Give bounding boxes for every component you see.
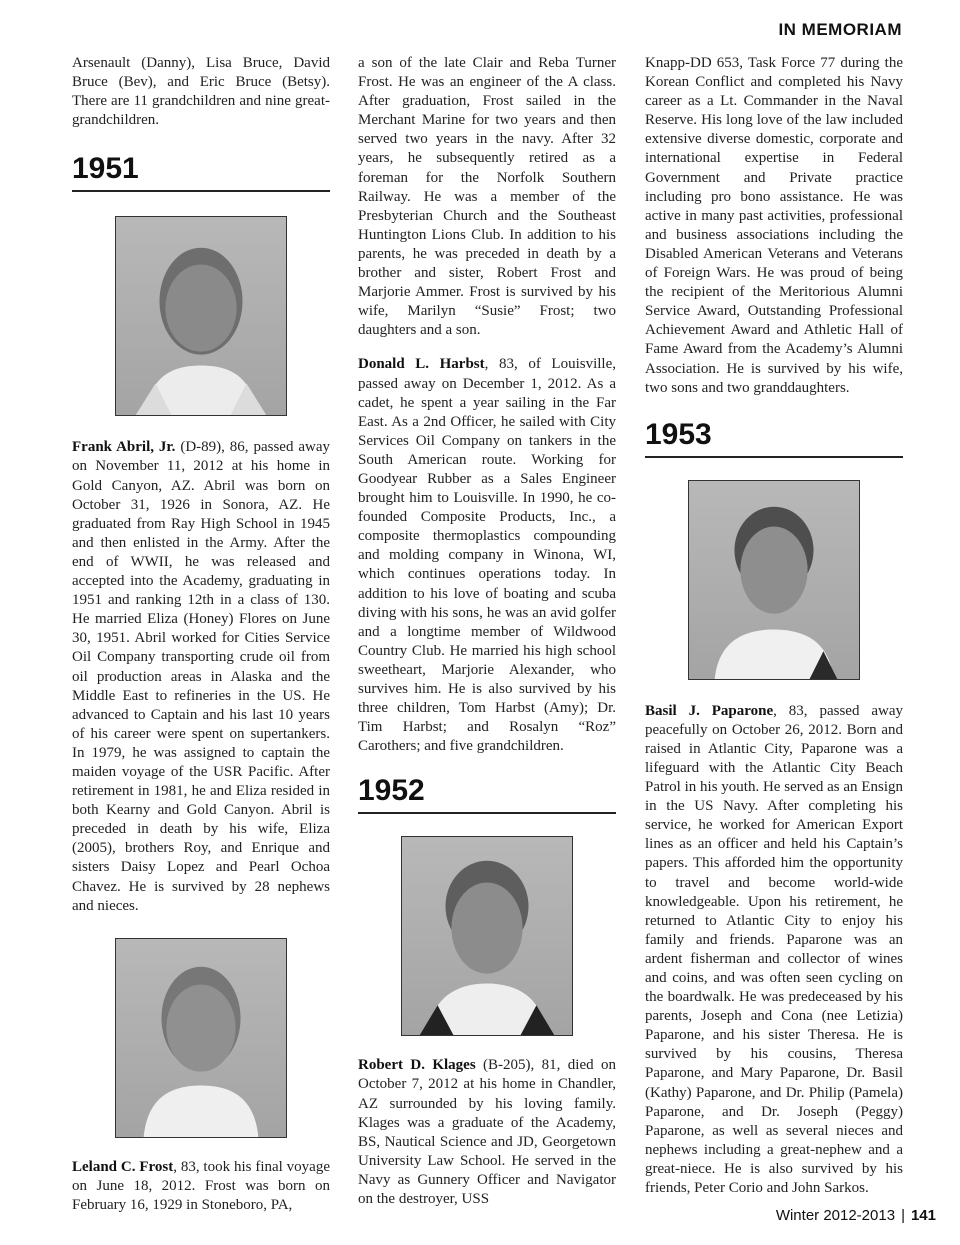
obituary-donald-harbst: Donald L. Harbst, 83, of Louisville, passed away on December 1, 2012. As a cadet, he spent a year sailing in the Far East. As a 2nd Officer, he sailed with City Services Oil Company on tankers in the South American route. Working for Goodyear Rubber as a Sales Engineer brought him to Louisville. In 1990, he co-founded Composite Products, Inc., a composite thermoplastics compounding and molding company in Winona, WI, which continues operations today. In addition to his love of boating and scuba diving with his sons, he was an avid golfer and a longtime member of Wildwood Country Club. He married his high school sweetheart, Marjorie Alexander, who survives him. He is also survived by his three children, Tom Harbst (Amy); Dr. Tim Harbst; and Rosalyn “Roz” Carothers; and five grandchildren. [358, 356, 616, 755]
obituary-frank-abril: Frank Abril, Jr. (D-89), 86, passed away on November 11, 2012 at his home in Gold Canyon, AZ. Abril was born on October 31, 1926 in Sonora, AZ. He graduated from Ray High School in 1945 and then enlisted in the Army. After the end of WWII, he was released and accepted into the Academy, graduating in 1951 and ranking 12th in a class of 130. He married Eliza (Honey) Flores on June 30, 1951. Abril worked for Cities Service Oil Company transporting crude oil from oil production areas in Alaska and the Middle East to refineries in the US. He advanced to Captain and his last 10 years of his career were spent on supertankers. In 1979, he was assigned to captain the maiden voyage of the USR Pacific. After retirement in 1981, he and Eliza resided in both Kearny and Gold Canyon. Abril is preceded in death by his wife, Eliza (2005), brothers Roy, and Enrique and sisters Daisy Lopez and Pearl Ochoa Chavez. He is survived by 28 nephews and nieces. [72, 439, 330, 914]
obituary-leland-frost: Leland C. Frost, 83, took his final voyage on June 18, 2012. Frost was born on February 16, 1929 in Stoneboro, PA, [72, 1158, 330, 1213]
name-robert-klages: Robert D. Klages [358, 1057, 476, 1074]
obituary-basil-paparone: Basil J. Paparone, 83, passed away peacefully on October 26, 2012. Born and raised in Atlantic City, Paparone was a lifeguard with the Atlantic City Beach Patrol in his youth. He served as an Ensign in the US Navy. After completing his service, he worked for American Export lines as an officer and held his Captain’s papers. This afforded him the opportunity to travel and become world-wide knowledgeable. Upon his retirement, he returned to Atlantic City to enjoy his family and friends. Paparone was an ardent fisherman and collector of wines and coins, and was often seen cycling on the boardwalk. He was predeceased by his parents, Joseph and Cona (nee Letizia) Paparone, and his sister Theresa. He is survived by his cousins, Theresa Paparone, and Mary Paparone, Dr. Basil (Kathy) Paparone, and Dr. Philip (Pamela) Paparone, and Dr. Joseph (Peggy) Paparone, as well as several nieces and nephews including a great-nephew and a great-niece. He is also survived by his friends, Peter Corio and John Sarkos. [645, 702, 903, 1197]
column-right [645, 54, 903, 1198]
column-middle [358, 54, 616, 1209]
frost-obituary-continuation: a son of the late Clair and Reba Turner Frost. He was an engineer of the A class. After graduation, Frost sailed in the Merchant Marine for two years and then served two years in the navy. After 32 years, he subsequently retired as a foreman for the Norfolk Southern Railway. He was a member of the Presbyterian Church and the Southeast Huntington Lions Club. In addition to his parents, he was preceded in death by a brother and sister, Robert Frost and Marjorie Ammer. Frost is survived by his wife, Marilyn “Susie” Frost; two daughters and a son. [358, 55, 616, 339]
name-basil-paparone: Basil J. Paparone [645, 702, 774, 719]
year-heading-1953: 1953 [645, 418, 903, 458]
obituary-robert-klages: Robert D. Klages (B-205), 81, died on October 7, 2012 at his home in Chandler, AZ surrounded by his loving family. Klages was a graduate of the Academy, BS, Nautical Science and JD, Georgetown University Law School. He served in the Navy as Gunnery Officer and Navigator on the destroyer, USS [358, 1057, 616, 1208]
portrait-leland-frost [115, 938, 287, 1138]
section-header: IN MEMORIAM [778, 20, 902, 39]
issue-label: Winter 2012-2013 [775, 1207, 896, 1224]
portrait-basil-paparone [688, 480, 860, 680]
footer-separator: | [901, 1207, 905, 1224]
portrait-robert-klages [401, 836, 573, 1036]
name-frank-abril: Frank Abril, Jr. [72, 439, 176, 456]
column-left [72, 54, 330, 1215]
page-footer [776, 1207, 936, 1224]
year-heading-1951: 1951 [72, 152, 330, 192]
bruce-obituary-continuation: Arsenault (Danny), Lisa Bruce, David Bruce (Bev), and Eric Bruce (Betsy). There are 11 grandchildren and nine great-grandchildren. [72, 55, 330, 129]
year-heading-1952: 1952 [358, 774, 616, 814]
name-donald-harbst: Donald L. Harbst [358, 356, 485, 373]
name-leland-frost: Leland C. Frost [72, 1158, 174, 1175]
page-number: 141 [910, 1207, 936, 1224]
klages-obituary-continuation: Knapp-DD 653, Task Force 77 during the Korean Conflict and completed his Navy career as a Lt. Commander in the Naval Reserve. His long love of the law included extensive diverse domestic, corporate and international expertise in Federal Government and Private practice including pro bono assistance. He was active in many past activities, professional and business associations including the Disabled American Veterans and Veterans of Foreign Wars. He was proud of being the recipient of the Meritorious Alumni Service Award, Outstanding Professional Achievement Award and Athletic Hall of Fame Award from the Academy’s Alumni Association. He is survived by his wife, two sons and two granddaughters. [645, 55, 903, 396]
portrait-frank-abril [115, 216, 287, 416]
